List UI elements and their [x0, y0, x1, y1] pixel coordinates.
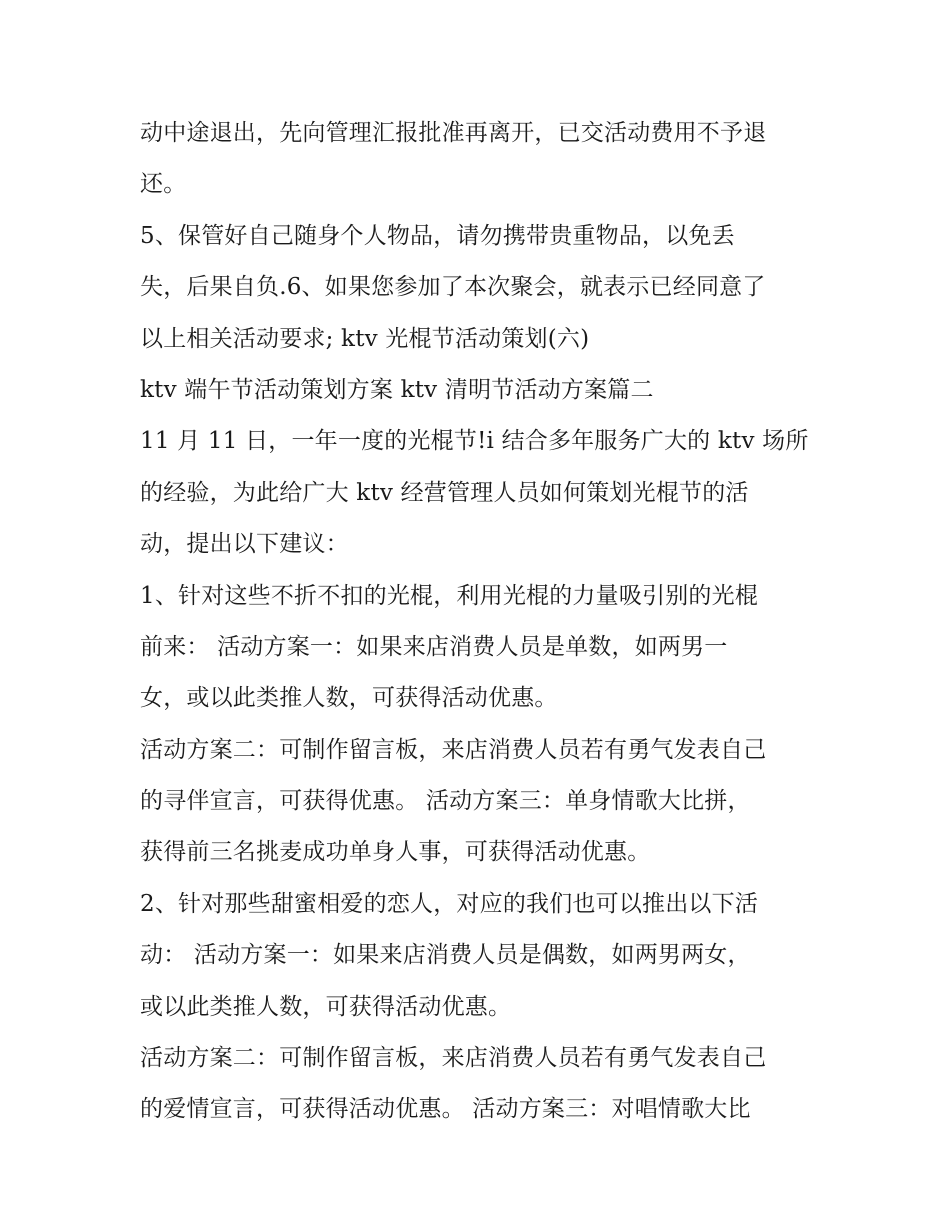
- text-line: ktv 端午节活动策划方案 ktv 清明节活动方案篇二: [140, 376, 654, 403]
- text-line: 的寻伴宣言，可获得优惠。 活动方案三：单身情歌大比拼，: [140, 788, 751, 815]
- text-line: 还。: [140, 171, 187, 198]
- text-line: 活动方案二：可制作留言板，来店消费人员若有勇气发表自己: [140, 736, 767, 763]
- document-body: [140, 108, 820, 1136]
- text-line: 或以此类推人数，可获得活动优惠。: [140, 993, 512, 1020]
- text-line: 动，提出以下建议：: [140, 531, 349, 558]
- text-line: 的经验，为此给广大 ktv 经营管理人员如何策划光棍节的活: [140, 479, 749, 506]
- text-line: 2、针对那些甜蜜相爱的恋人，对应的我们也可以推出以下活: [140, 890, 759, 917]
- text-line: 11 月 11 日，一年一度的光棍节!i 结合多年服务广大的 ktv 场所: [140, 428, 809, 455]
- text-line: 动： 活动方案一：如果来店消费人员是偶数，如两男两女，: [140, 942, 751, 969]
- text-line: 1、针对这些不折不扣的光棍，利用光棍的力量吸引别的光棍: [140, 582, 759, 609]
- text-line: 的爱情宣言，可获得活动优惠。 活动方案三：对唱情歌大比: [140, 1096, 751, 1123]
- text-line: 5、保管好自己随身个人物品，请勿携带贵重物品，以免丢: [140, 222, 735, 249]
- text-line: 女，或以此类推人数，可获得活动优惠。: [140, 685, 558, 712]
- text-line: 活动方案二：可制作留言板，来店消费人员若有勇气发表自己: [140, 1045, 767, 1072]
- text-line: 获得前三名挑麦成功单身人事，可获得活动优惠。: [140, 839, 651, 866]
- text-line: 失，后果自负.6、如果您参加了本次聚会，就表示已经同意了: [140, 274, 766, 301]
- text-line: 前来： 活动方案一：如果来店消费人员是单数，如两男一: [140, 633, 728, 660]
- text-line: 以上相关活动要求; ktv 光棍节活动策划(六): [140, 325, 590, 352]
- text-line: 动中途退出，先向管理汇报批准再离开，已交活动费用不予退: [140, 120, 767, 146]
